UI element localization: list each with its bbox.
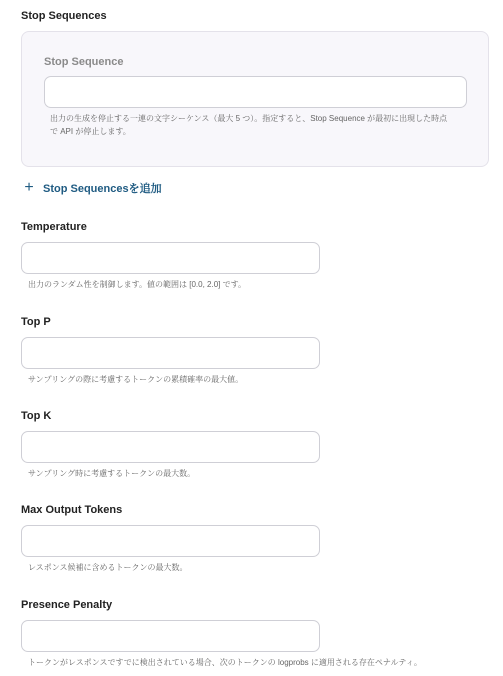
presence-penalty-help: トークンがレスポンスですでに検出されている場合、次のトークンの logprobs に適用される存在ペナルティ。 xyxy=(28,658,422,667)
max-output-tokens-input[interactable] xyxy=(21,525,320,557)
top-k-help: サンプリング時に考慮するトークンの最大数。 xyxy=(28,469,196,478)
presence-penalty-input[interactable] xyxy=(21,620,320,652)
stop-sequence-help-line2: で API が停止します。 xyxy=(50,127,131,136)
presence-penalty-label: Presence Penalty xyxy=(21,599,113,611)
temperature-help: 出力のランダム性を制御します。値の範囲は [0.0, 2.0] です。 xyxy=(28,280,246,289)
top-p-input[interactable] xyxy=(21,337,320,369)
temperature-label: Temperature xyxy=(21,221,87,233)
stop-sequence-label: Stop Sequence xyxy=(44,56,124,68)
max-output-tokens-label: Max Output Tokens xyxy=(21,504,123,516)
stop-sequence-help-line1: 出力の生成を停止する一連の文字シーケンス（最大 5 つ）。指定すると、Stop Sequence が最初に出現した時点 xyxy=(50,114,448,123)
stop-sequences-title: Stop Sequences xyxy=(21,10,107,22)
top-p-label: Top P xyxy=(21,316,51,328)
top-k-label: Top K xyxy=(21,410,52,422)
add-stop-sequence-button[interactable] xyxy=(23,180,162,196)
max-output-tokens-help: レスポンス候補に含めるトークンの最大数。 xyxy=(28,563,188,572)
top-k-input[interactable] xyxy=(21,431,320,463)
add-stop-sequence-label: Stop Sequencesを追加 xyxy=(43,183,162,195)
stop-sequence-group xyxy=(21,31,489,167)
temperature-input[interactable] xyxy=(21,242,320,274)
stop-sequence-input[interactable] xyxy=(44,76,467,108)
stop-sequence-help xyxy=(50,112,470,138)
top-p-help: サンプリングの際に考慮するトークンの累積確率の最大値。 xyxy=(28,375,244,384)
plus-icon: + xyxy=(24,179,34,196)
